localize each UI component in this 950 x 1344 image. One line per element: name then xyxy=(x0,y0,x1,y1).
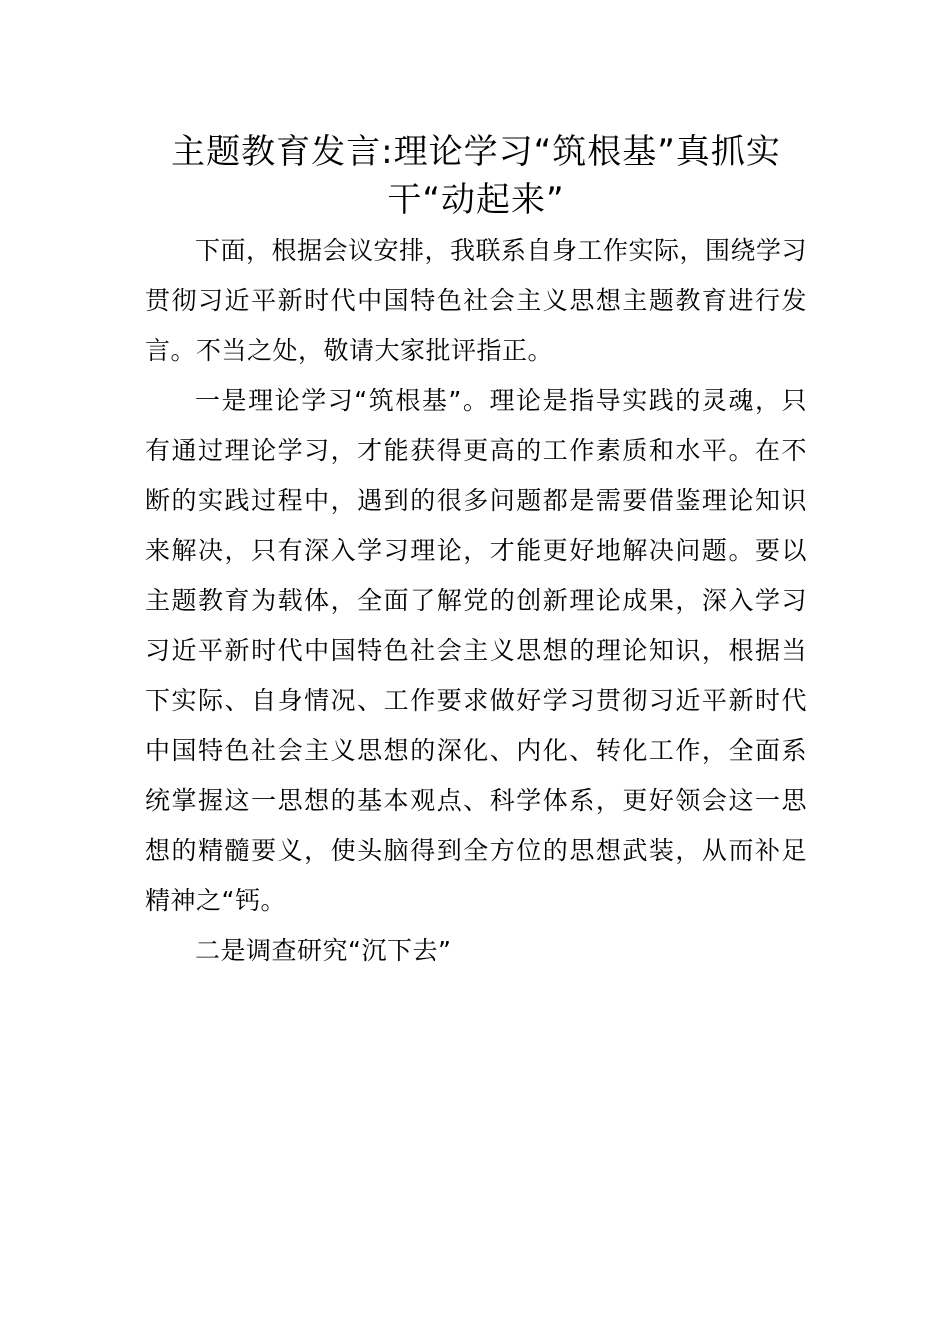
title-line-1: 主题教育发言:理论学习“筑根基”真抓实 xyxy=(171,132,781,172)
paragraph-theory-study: 一是理论学习“筑根基”。理论是指导实践的灵魂，只有通过理论学习，才能获得更高的工作素质和水平。在不断的实践过程中，遇到的很多问题都是需要借鉴理论知识来解决，只有深入学习理论，才能更好地解决问题。要以主题教育为载体，全面了解党的创新理论成果，深入学习习近平新时代中国特色社会主义思想的理论知识，根据当下实际、自身情况、工作要求做好学习贯彻习近平新时代中国特色社会主义思想的深化、内化、转化工作，全面系统掌握这一思想的基本观点、科学体系，更好领会这一思想的精髓要义，使头脑得到全方位的思想武装，从而补足精神之“钙。 xyxy=(145,386,807,915)
document-page xyxy=(145,128,807,976)
paragraph-intro: 下面，根据会议安排，我联系自身工作实际，围绕学习贯彻习近平新时代中国特色社会主义思想主题教育进行发言。不当之处，敬请大家批评指正。 xyxy=(145,236,808,365)
title-line-2: 干“动起来” xyxy=(387,180,565,220)
document-title xyxy=(145,128,807,224)
paragraph-investigation: 二是调查研究“沉下去” xyxy=(195,936,452,965)
